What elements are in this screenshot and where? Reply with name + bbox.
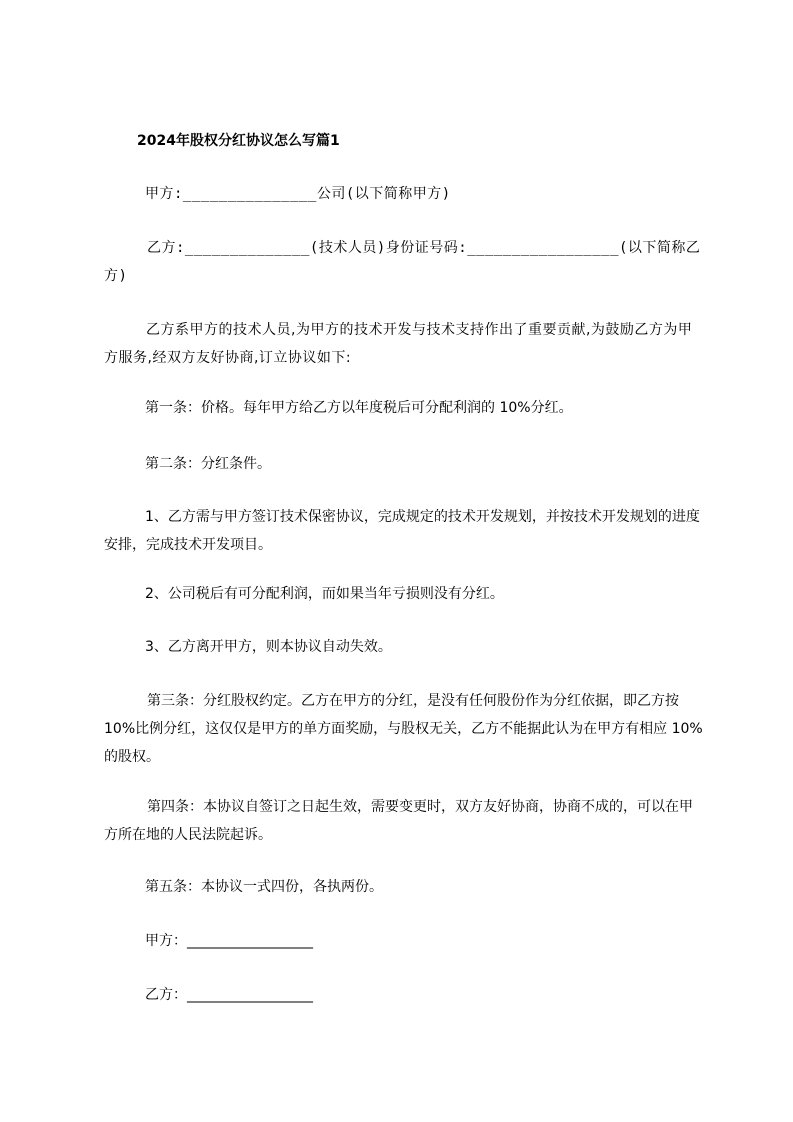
article-4: 第四条：本协议自签订之日起生效，需要变更时，双方友好协商，协商不成的，可以在甲方所在地的人民法院起诉。 [104,799,693,843]
article-1: 第一条：价格。每年甲方给乙方以年度税后可分配利润的 10%分红。 [145,400,573,416]
article-2: 第二条：分红条件。 [145,456,271,472]
signature-party-b: 乙方：__________________ [145,987,313,1003]
condition-1: 1、乙方需与甲方签订技术保密协议，完成规定的技术开发规划，并按技术开发规划的进度安排，完成技术开发项目。 [104,509,700,553]
signature-party-a: 甲方：__________________ [145,933,313,949]
party-a-line: 甲方:_______________公司(以下简称甲方) [145,186,451,202]
article-3: 第三条：分红股权约定。乙方在甲方的分红，是没有任何股份作为分红依据，即乙方按 10%比例分红，这仅仅是甲方的单方面奖励，与股权无关，乙方不能据此认为在甲方有相应 10%的股权。 [104,693,703,765]
document-title: 2024年股权分红协议怎么写篇1 [137,133,340,149]
condition-3: 3、乙方离开甲方，则本协议自动失效。 [145,639,392,655]
condition-2: 2、公司税后有可分配利润，而如果当年亏损则没有分红。 [145,586,504,602]
party-b-line: 乙方:______________(技术人员)身份证号码:_________________(以下简称乙方) [104,240,701,284]
preamble-paragraph: 乙方系甲方的技术人员,为甲方的技术开发与技术支持作出了重要贡献,为鼓励乙方为甲方服务,经双方友好协商,订立协议如下: [104,322,693,366]
article-5: 第五条：本协议一式四份，各执两份。 [145,879,383,895]
